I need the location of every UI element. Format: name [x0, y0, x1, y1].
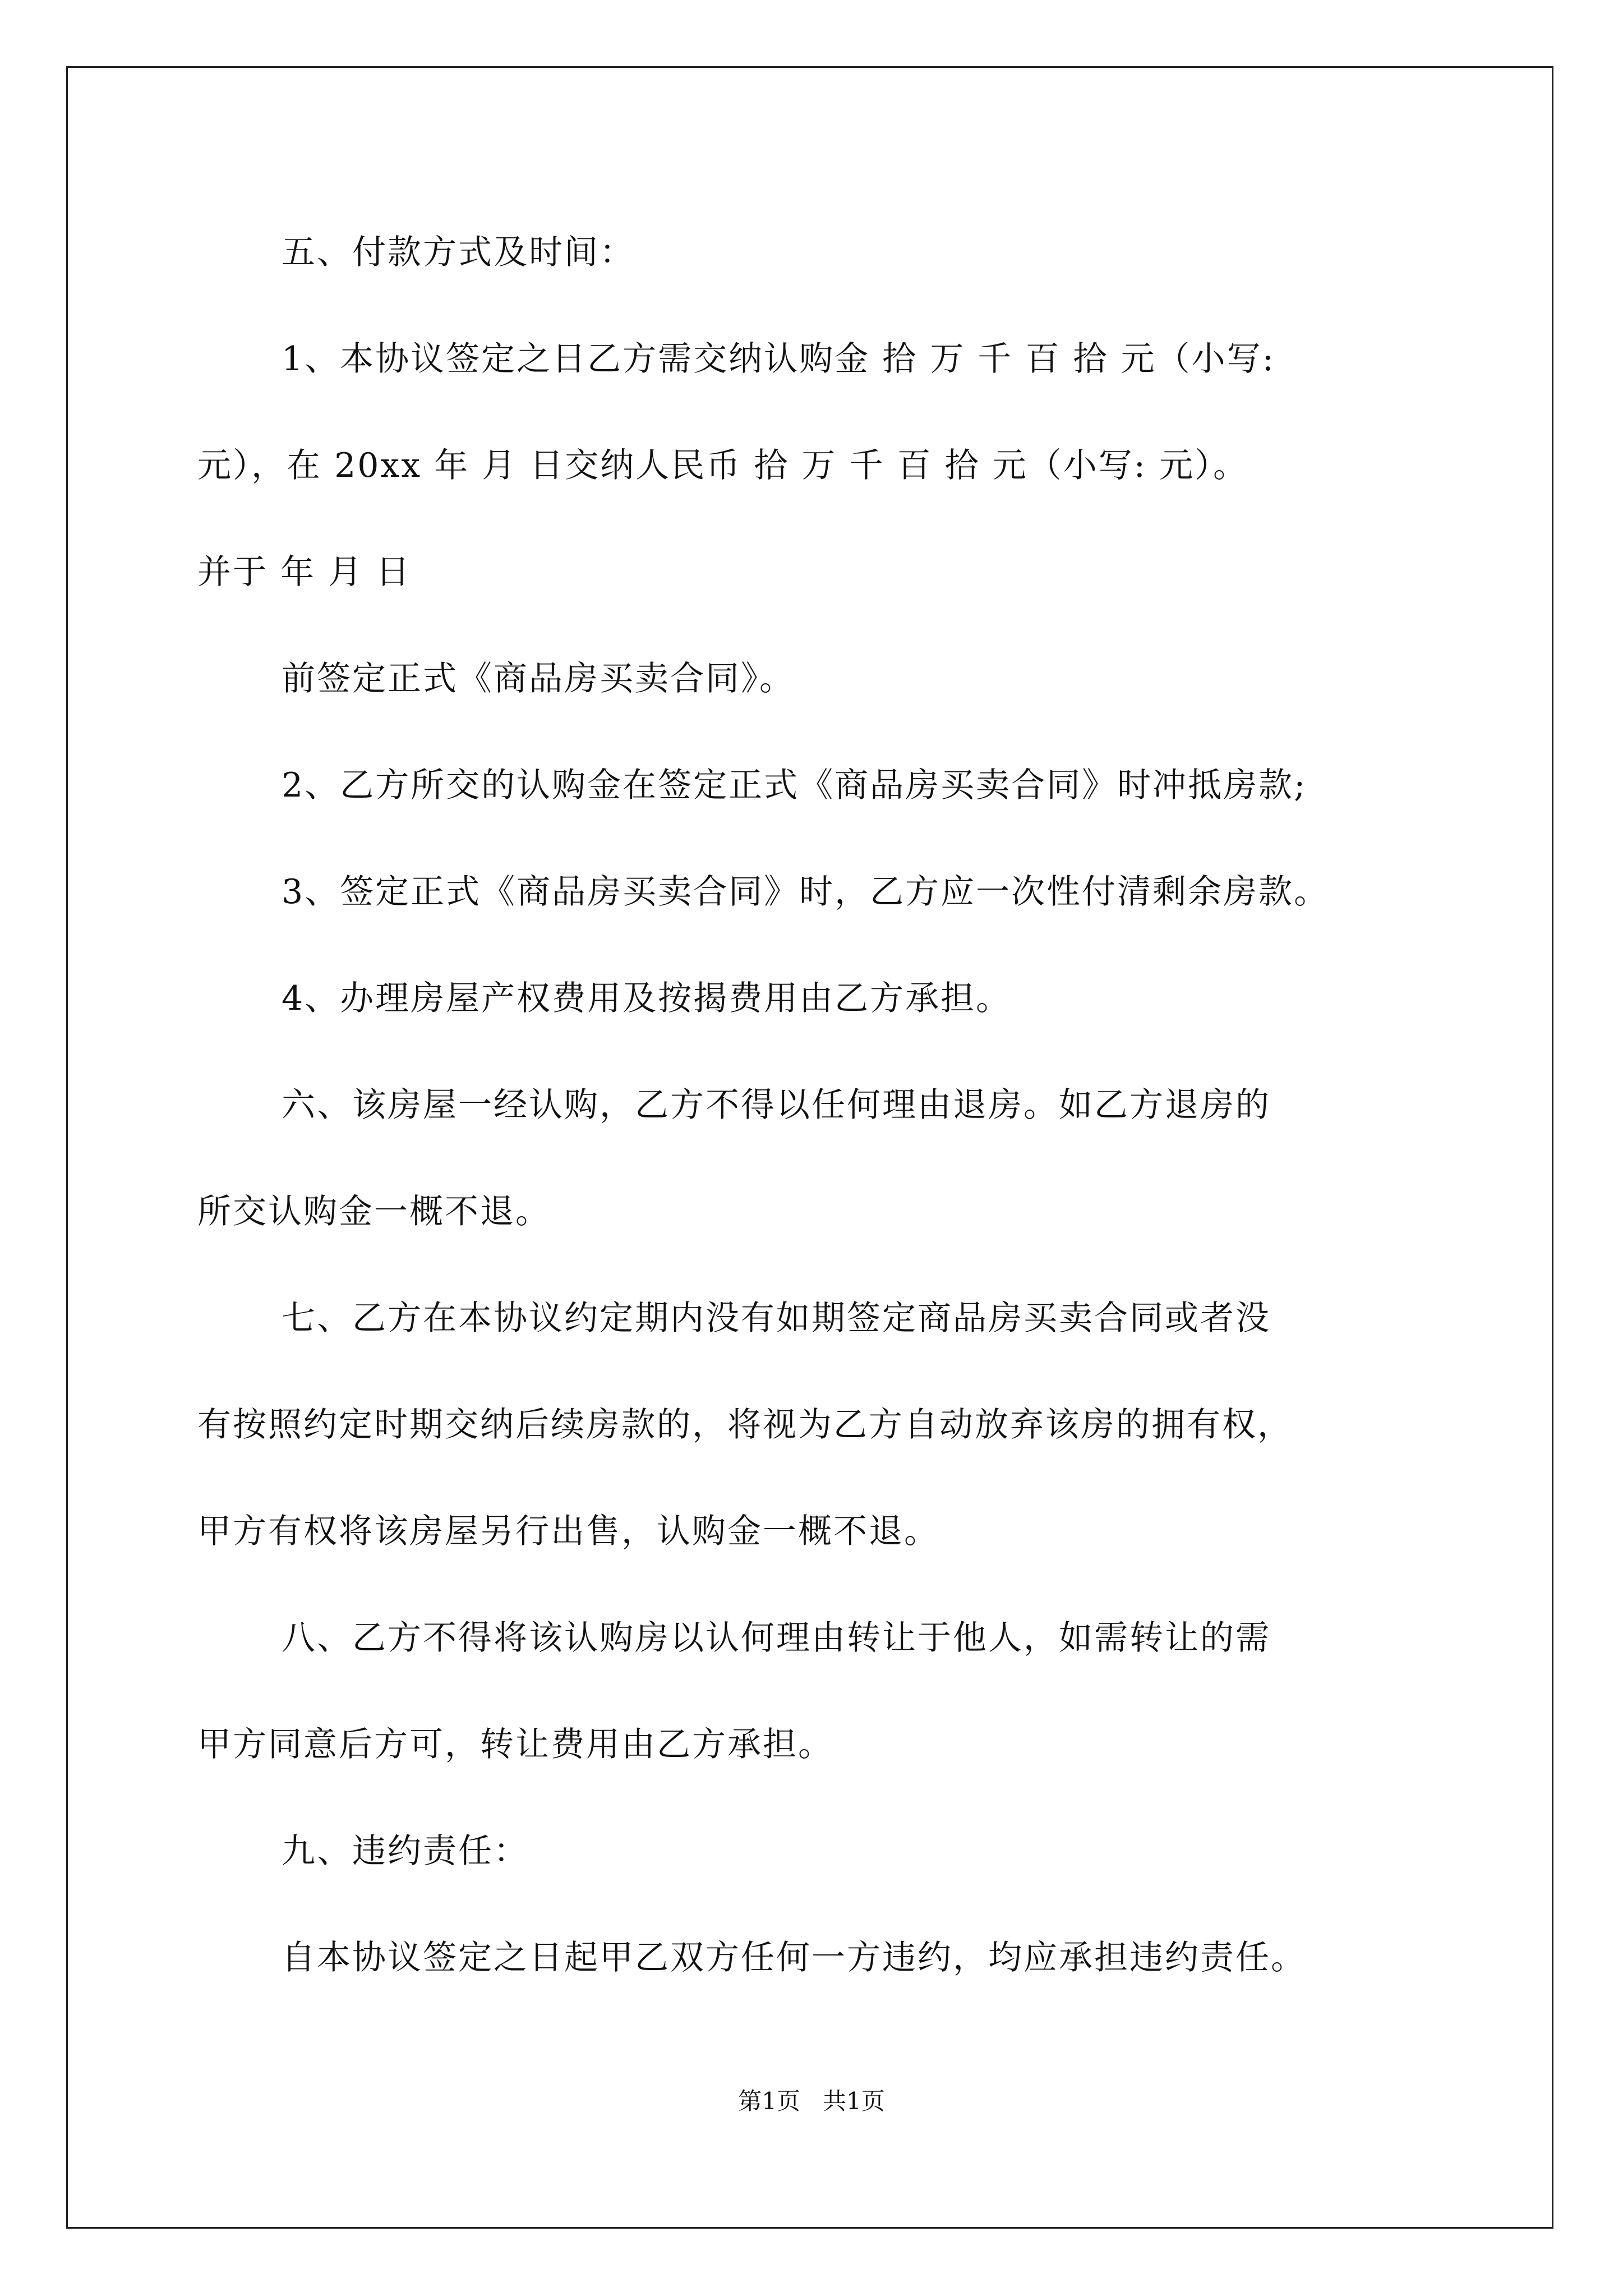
- paragraph-line: 1、本协议签定之日乙方需交纳认购金 拾 万 千 百 拾 元（小写:: [282, 339, 1275, 379]
- section-heading-deadline: 七、乙方在本协议约定期内没有如期签定商品房买卖合同或者没: [282, 1299, 1271, 1338]
- paragraph-line: 元），在 20xx 年 月 日交纳人民币 拾 万 千 百 拾 元（小写: 元）。: [197, 446, 1249, 485]
- section-heading-liability: 九、违约责任：: [282, 1832, 529, 1871]
- page-number: 第1页 共1页: [738, 2087, 885, 2115]
- paragraph-line: 4、办理房屋产权费用及按揭费用由乙方承担。: [282, 979, 1012, 1018]
- page-border: [66, 66, 1553, 2229]
- paragraph-line: 甲方有权将该房屋另行出售，认购金一概不退。: [197, 1512, 939, 1551]
- paragraph-line: 前签定正式《商品房买卖合同》。: [282, 659, 795, 698]
- paragraph-line: 有按照约定时期交纳后续房款的，将视为乙方自动放弃该房的拥有权，: [197, 1405, 1293, 1444]
- section-heading-payment: 五、付款方式及时间：: [282, 233, 635, 272]
- paragraph-line: 并于 年 月 日: [197, 553, 412, 592]
- section-heading-transfer: 八、乙方不得将该认购房以认何理由转让于他人，如需转让的需: [282, 1618, 1271, 1658]
- paragraph-line: 自本协议签定之日起甲乙双方任何一方违约，均应承担违约责任。: [282, 1938, 1306, 1977]
- paragraph-line: 3、签定正式《商品房买卖合同》时，乙方应一次性付清剩余房款。: [282, 872, 1330, 912]
- paragraph-line: 2、乙方所交的认购金在签定正式《商品房买卖合同》时冲抵房款;: [282, 766, 1307, 805]
- section-heading-no-refund: 六、该房屋一经认购，乙方不得以任何理由退房。如乙方退房的: [282, 1085, 1271, 1125]
- paragraph-line: 所交认购金一概不退。: [197, 1192, 551, 1231]
- paragraph-line: 甲方同意后方可，转让费用由乙方承担。: [197, 1725, 833, 1764]
